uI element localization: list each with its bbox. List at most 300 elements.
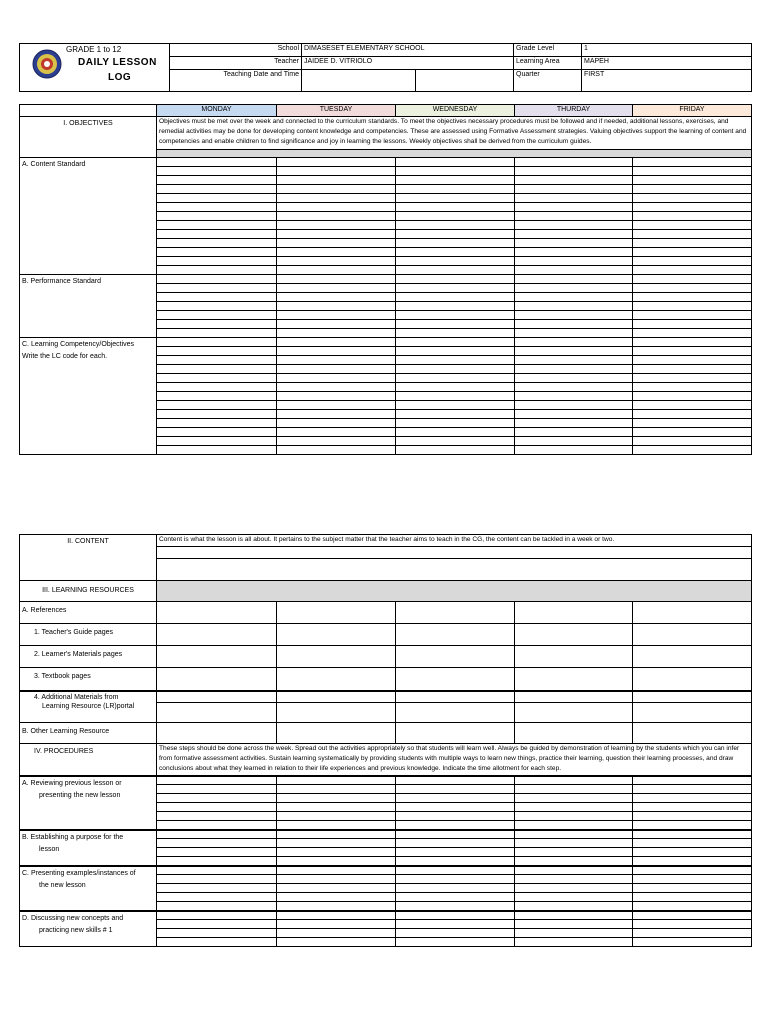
cell-thu[interactable] [515,410,633,419]
cell-mon[interactable] [157,194,277,203]
cell-wed[interactable] [396,266,515,275]
cell-fri[interactable] [633,185,752,194]
cell-thu[interactable] [515,911,633,920]
cell-tue[interactable] [277,419,396,428]
content-line[interactable] [157,559,752,581]
cell-thu[interactable] [515,668,633,691]
cell-thu[interactable] [515,938,633,947]
cell-tue[interactable] [277,668,396,691]
cell-mon[interactable] [157,830,277,839]
cell-mon[interactable] [157,347,277,356]
cell-mon[interactable] [157,203,277,212]
cell-wed[interactable] [396,311,515,320]
cell-mon[interactable] [157,812,277,821]
cell-tue[interactable] [277,723,396,744]
cell-mon[interactable] [157,311,277,320]
cell-wed[interactable] [396,338,515,347]
teacher-value[interactable]: JAIDEE D. VITRIOLO [302,57,514,70]
cell-tue[interactable] [277,624,396,646]
cell-tue[interactable] [277,221,396,230]
cell-thu[interactable] [515,794,633,803]
cell-fri[interactable] [633,284,752,293]
cell-tue[interactable] [277,194,396,203]
cell-tue[interactable] [277,401,396,410]
cell-mon[interactable] [157,176,277,185]
cell-mon[interactable] [157,893,277,902]
cell-wed[interactable] [396,803,515,812]
cell-wed[interactable] [396,812,515,821]
cell-tue[interactable] [277,602,396,624]
cell-thu[interactable] [515,365,633,374]
cell-thu[interactable] [515,703,633,723]
cell-mon[interactable] [157,221,277,230]
cell-tue[interactable] [277,257,396,266]
cell-tue[interactable] [277,203,396,212]
cell-fri[interactable] [633,239,752,248]
cell-fri[interactable] [633,365,752,374]
cell-fri[interactable] [633,875,752,884]
cell-thu[interactable] [515,302,633,311]
cell-fri[interactable] [633,723,752,744]
cell-fri[interactable] [633,410,752,419]
cell-fri[interactable] [633,839,752,848]
cell-tue[interactable] [277,158,396,167]
cell-wed[interactable] [396,284,515,293]
cell-mon[interactable] [157,911,277,920]
cell-tue[interactable] [277,812,396,821]
cell-mon[interactable] [157,776,277,785]
cell-thu[interactable] [515,893,633,902]
cell-mon[interactable] [157,703,277,723]
cell-mon[interactable] [157,602,277,624]
cell-tue[interactable] [277,839,396,848]
cell-wed[interactable] [396,821,515,830]
cell-mon[interactable] [157,338,277,347]
cell-fri[interactable] [633,691,752,703]
cell-mon[interactable] [157,821,277,830]
cell-tue[interactable] [277,857,396,866]
cell-wed[interactable] [396,392,515,401]
cell-mon[interactable] [157,929,277,938]
cell-tue[interactable] [277,284,396,293]
cell-wed[interactable] [396,776,515,785]
cell-wed[interactable] [396,185,515,194]
cell-tue[interactable] [277,185,396,194]
cell-wed[interactable] [396,365,515,374]
cell-tue[interactable] [277,248,396,257]
cell-tue[interactable] [277,902,396,911]
cell-tue[interactable] [277,866,396,875]
cell-wed[interactable] [396,830,515,839]
cell-thu[interactable] [515,338,633,347]
cell-tue[interactable] [277,428,396,437]
time-value[interactable] [416,70,514,92]
cell-mon[interactable] [157,284,277,293]
cell-fri[interactable] [633,293,752,302]
cell-fri[interactable] [633,356,752,365]
cell-fri[interactable] [633,602,752,624]
cell-thu[interactable] [515,230,633,239]
cell-thu[interactable] [515,929,633,938]
cell-tue[interactable] [277,785,396,794]
cell-mon[interactable] [157,257,277,266]
cell-wed[interactable] [396,194,515,203]
cell-tue[interactable] [277,884,396,893]
cell-mon[interactable] [157,239,277,248]
cell-thu[interactable] [515,875,633,884]
cell-fri[interactable] [633,158,752,167]
cell-thu[interactable] [515,248,633,257]
cell-fri[interactable] [633,848,752,857]
cell-mon[interactable] [157,428,277,437]
cell-tue[interactable] [277,275,396,284]
cell-wed[interactable] [396,212,515,221]
cell-tue[interactable] [277,302,396,311]
cell-thu[interactable] [515,646,633,668]
cell-mon[interactable] [157,356,277,365]
cell-fri[interactable] [633,785,752,794]
cell-thu[interactable] [515,167,633,176]
cell-thu[interactable] [515,158,633,167]
cell-thu[interactable] [515,284,633,293]
cell-tue[interactable] [277,176,396,185]
content-line[interactable] [157,547,752,559]
cell-wed[interactable] [396,691,515,703]
cell-wed[interactable] [396,374,515,383]
cell-fri[interactable] [633,830,752,839]
cell-mon[interactable] [157,329,277,338]
cell-wed[interactable] [396,302,515,311]
cell-thu[interactable] [515,239,633,248]
cell-tue[interactable] [277,410,396,419]
cell-mon[interactable] [157,884,277,893]
cell-thu[interactable] [515,624,633,646]
cell-tue[interactable] [277,356,396,365]
cell-tue[interactable] [277,830,396,839]
cell-fri[interactable] [633,911,752,920]
grade-level-value[interactable]: 1 [582,44,752,57]
cell-tue[interactable] [277,374,396,383]
cell-tue[interactable] [277,383,396,392]
cell-mon[interactable] [157,446,277,455]
cell-mon[interactable] [157,185,277,194]
cell-fri[interactable] [633,646,752,668]
cell-thu[interactable] [515,257,633,266]
cell-thu[interactable] [515,428,633,437]
cell-fri[interactable] [633,383,752,392]
cell-tue[interactable] [277,320,396,329]
cell-fri[interactable] [633,668,752,691]
cell-mon[interactable] [157,866,277,875]
cell-thu[interactable] [515,329,633,338]
cell-fri[interactable] [633,703,752,723]
cell-tue[interactable] [277,920,396,929]
cell-mon[interactable] [157,624,277,646]
cell-wed[interactable] [396,857,515,866]
cell-tue[interactable] [277,893,396,902]
date-value[interactable] [302,70,416,92]
cell-wed[interactable] [396,419,515,428]
cell-fri[interactable] [633,884,752,893]
cell-thu[interactable] [515,821,633,830]
cell-thu[interactable] [515,392,633,401]
cell-wed[interactable] [396,602,515,624]
cell-wed[interactable] [396,875,515,884]
cell-fri[interactable] [633,812,752,821]
cell-wed[interactable] [396,911,515,920]
cell-wed[interactable] [396,902,515,911]
cell-mon[interactable] [157,248,277,257]
cell-mon[interactable] [157,167,277,176]
cell-mon[interactable] [157,848,277,857]
cell-thu[interactable] [515,803,633,812]
cell-thu[interactable] [515,320,633,329]
cell-mon[interactable] [157,230,277,239]
cell-thu[interactable] [515,691,633,703]
cell-thu[interactable] [515,212,633,221]
cell-fri[interactable] [633,392,752,401]
cell-mon[interactable] [157,383,277,392]
cell-thu[interactable] [515,374,633,383]
cell-wed[interactable] [396,239,515,248]
cell-mon[interactable] [157,392,277,401]
cell-wed[interactable] [396,646,515,668]
cell-tue[interactable] [277,938,396,947]
cell-thu[interactable] [515,602,633,624]
cell-wed[interactable] [396,329,515,338]
cell-wed[interactable] [396,221,515,230]
cell-mon[interactable] [157,803,277,812]
cell-thu[interactable] [515,902,633,911]
cell-tue[interactable] [277,293,396,302]
cell-wed[interactable] [396,230,515,239]
cell-tue[interactable] [277,167,396,176]
cell-tue[interactable] [277,239,396,248]
cell-tue[interactable] [277,329,396,338]
cell-fri[interactable] [633,374,752,383]
cell-wed[interactable] [396,929,515,938]
cell-tue[interactable] [277,703,396,723]
cell-fri[interactable] [633,194,752,203]
cell-wed[interactable] [396,884,515,893]
cell-mon[interactable] [157,646,277,668]
cell-thu[interactable] [515,839,633,848]
cell-fri[interactable] [633,203,752,212]
cell-mon[interactable] [157,437,277,446]
cell-tue[interactable] [277,646,396,668]
cell-fri[interactable] [633,938,752,947]
cell-fri[interactable] [633,428,752,437]
cell-thu[interactable] [515,347,633,356]
cell-tue[interactable] [277,392,396,401]
cell-fri[interactable] [633,329,752,338]
cell-thu[interactable] [515,203,633,212]
cell-fri[interactable] [633,275,752,284]
cell-tue[interactable] [277,212,396,221]
cell-thu[interactable] [515,776,633,785]
cell-wed[interactable] [396,428,515,437]
cell-mon[interactable] [157,875,277,884]
cell-fri[interactable] [633,624,752,646]
cell-fri[interactable] [633,347,752,356]
cell-thu[interactable] [515,812,633,821]
cell-tue[interactable] [277,446,396,455]
cell-wed[interactable] [396,257,515,266]
cell-fri[interactable] [633,803,752,812]
cell-tue[interactable] [277,875,396,884]
cell-wed[interactable] [396,938,515,947]
cell-mon[interactable] [157,902,277,911]
cell-tue[interactable] [277,803,396,812]
cell-wed[interactable] [396,401,515,410]
cell-tue[interactable] [277,347,396,356]
cell-fri[interactable] [633,794,752,803]
cell-fri[interactable] [633,446,752,455]
cell-thu[interactable] [515,419,633,428]
cell-wed[interactable] [396,723,515,744]
cell-tue[interactable] [277,794,396,803]
cell-fri[interactable] [633,857,752,866]
cell-fri[interactable] [633,401,752,410]
cell-mon[interactable] [157,401,277,410]
cell-wed[interactable] [396,410,515,419]
cell-mon[interactable] [157,293,277,302]
cell-mon[interactable] [157,302,277,311]
cell-fri[interactable] [633,221,752,230]
cell-fri[interactable] [633,338,752,347]
cell-wed[interactable] [396,275,515,284]
cell-fri[interactable] [633,212,752,221]
cell-thu[interactable] [515,266,633,275]
cell-fri[interactable] [633,230,752,239]
cell-thu[interactable] [515,293,633,302]
cell-mon[interactable] [157,374,277,383]
cell-wed[interactable] [396,248,515,257]
cell-mon[interactable] [157,266,277,275]
cell-wed[interactable] [396,893,515,902]
cell-wed[interactable] [396,347,515,356]
cell-wed[interactable] [396,839,515,848]
cell-fri[interactable] [633,902,752,911]
cell-mon[interactable] [157,785,277,794]
cell-mon[interactable] [157,212,277,221]
cell-fri[interactable] [633,257,752,266]
cell-fri[interactable] [633,920,752,929]
cell-thu[interactable] [515,275,633,284]
cell-wed[interactable] [396,866,515,875]
cell-mon[interactable] [157,158,277,167]
cell-thu[interactable] [515,857,633,866]
cell-tue[interactable] [277,311,396,320]
cell-mon[interactable] [157,794,277,803]
cell-wed[interactable] [396,920,515,929]
cell-thu[interactable] [515,830,633,839]
cell-fri[interactable] [633,176,752,185]
quarter-value[interactable]: FIRST [582,70,752,92]
cell-mon[interactable] [157,320,277,329]
learning-area-value[interactable]: MAPEH [582,57,752,70]
cell-fri[interactable] [633,167,752,176]
cell-wed[interactable] [396,167,515,176]
cell-fri[interactable] [633,302,752,311]
cell-tue[interactable] [277,776,396,785]
cell-thu[interactable] [515,785,633,794]
cell-wed[interactable] [396,356,515,365]
cell-tue[interactable] [277,848,396,857]
cell-wed[interactable] [396,158,515,167]
cell-thu[interactable] [515,723,633,744]
cell-thu[interactable] [515,221,633,230]
cell-mon[interactable] [157,668,277,691]
cell-thu[interactable] [515,194,633,203]
cell-mon[interactable] [157,920,277,929]
cell-thu[interactable] [515,446,633,455]
cell-wed[interactable] [396,668,515,691]
cell-fri[interactable] [633,776,752,785]
cell-mon[interactable] [157,839,277,848]
cell-thu[interactable] [515,185,633,194]
cell-tue[interactable] [277,929,396,938]
cell-thu[interactable] [515,383,633,392]
cell-thu[interactable] [515,311,633,320]
cell-thu[interactable] [515,176,633,185]
cell-wed[interactable] [396,703,515,723]
cell-wed[interactable] [396,383,515,392]
cell-thu[interactable] [515,356,633,365]
cell-thu[interactable] [515,401,633,410]
cell-fri[interactable] [633,866,752,875]
cell-fri[interactable] [633,437,752,446]
cell-thu[interactable] [515,884,633,893]
cell-fri[interactable] [633,311,752,320]
cell-fri[interactable] [633,320,752,329]
cell-thu[interactable] [515,437,633,446]
cell-mon[interactable] [157,275,277,284]
cell-wed[interactable] [396,437,515,446]
cell-wed[interactable] [396,293,515,302]
cell-mon[interactable] [157,723,277,744]
cell-mon[interactable] [157,938,277,947]
cell-wed[interactable] [396,320,515,329]
cell-fri[interactable] [633,821,752,830]
cell-tue[interactable] [277,437,396,446]
cell-mon[interactable] [157,410,277,419]
cell-mon[interactable] [157,419,277,428]
school-value[interactable]: DIMASESET ELEMENTARY SCHOOL [302,44,514,57]
cell-fri[interactable] [633,893,752,902]
cell-fri[interactable] [633,266,752,275]
cell-tue[interactable] [277,691,396,703]
cell-thu[interactable] [515,848,633,857]
cell-tue[interactable] [277,338,396,347]
cell-thu[interactable] [515,866,633,875]
cell-fri[interactable] [633,929,752,938]
cell-wed[interactable] [396,794,515,803]
cell-wed[interactable] [396,624,515,646]
cell-tue[interactable] [277,365,396,374]
cell-wed[interactable] [396,176,515,185]
cell-tue[interactable] [277,230,396,239]
cell-mon[interactable] [157,691,277,703]
cell-tue[interactable] [277,911,396,920]
cell-tue[interactable] [277,821,396,830]
cell-wed[interactable] [396,446,515,455]
cell-tue[interactable] [277,266,396,275]
cell-fri[interactable] [633,248,752,257]
cell-mon[interactable] [157,857,277,866]
cell-fri[interactable] [633,419,752,428]
cell-wed[interactable] [396,785,515,794]
